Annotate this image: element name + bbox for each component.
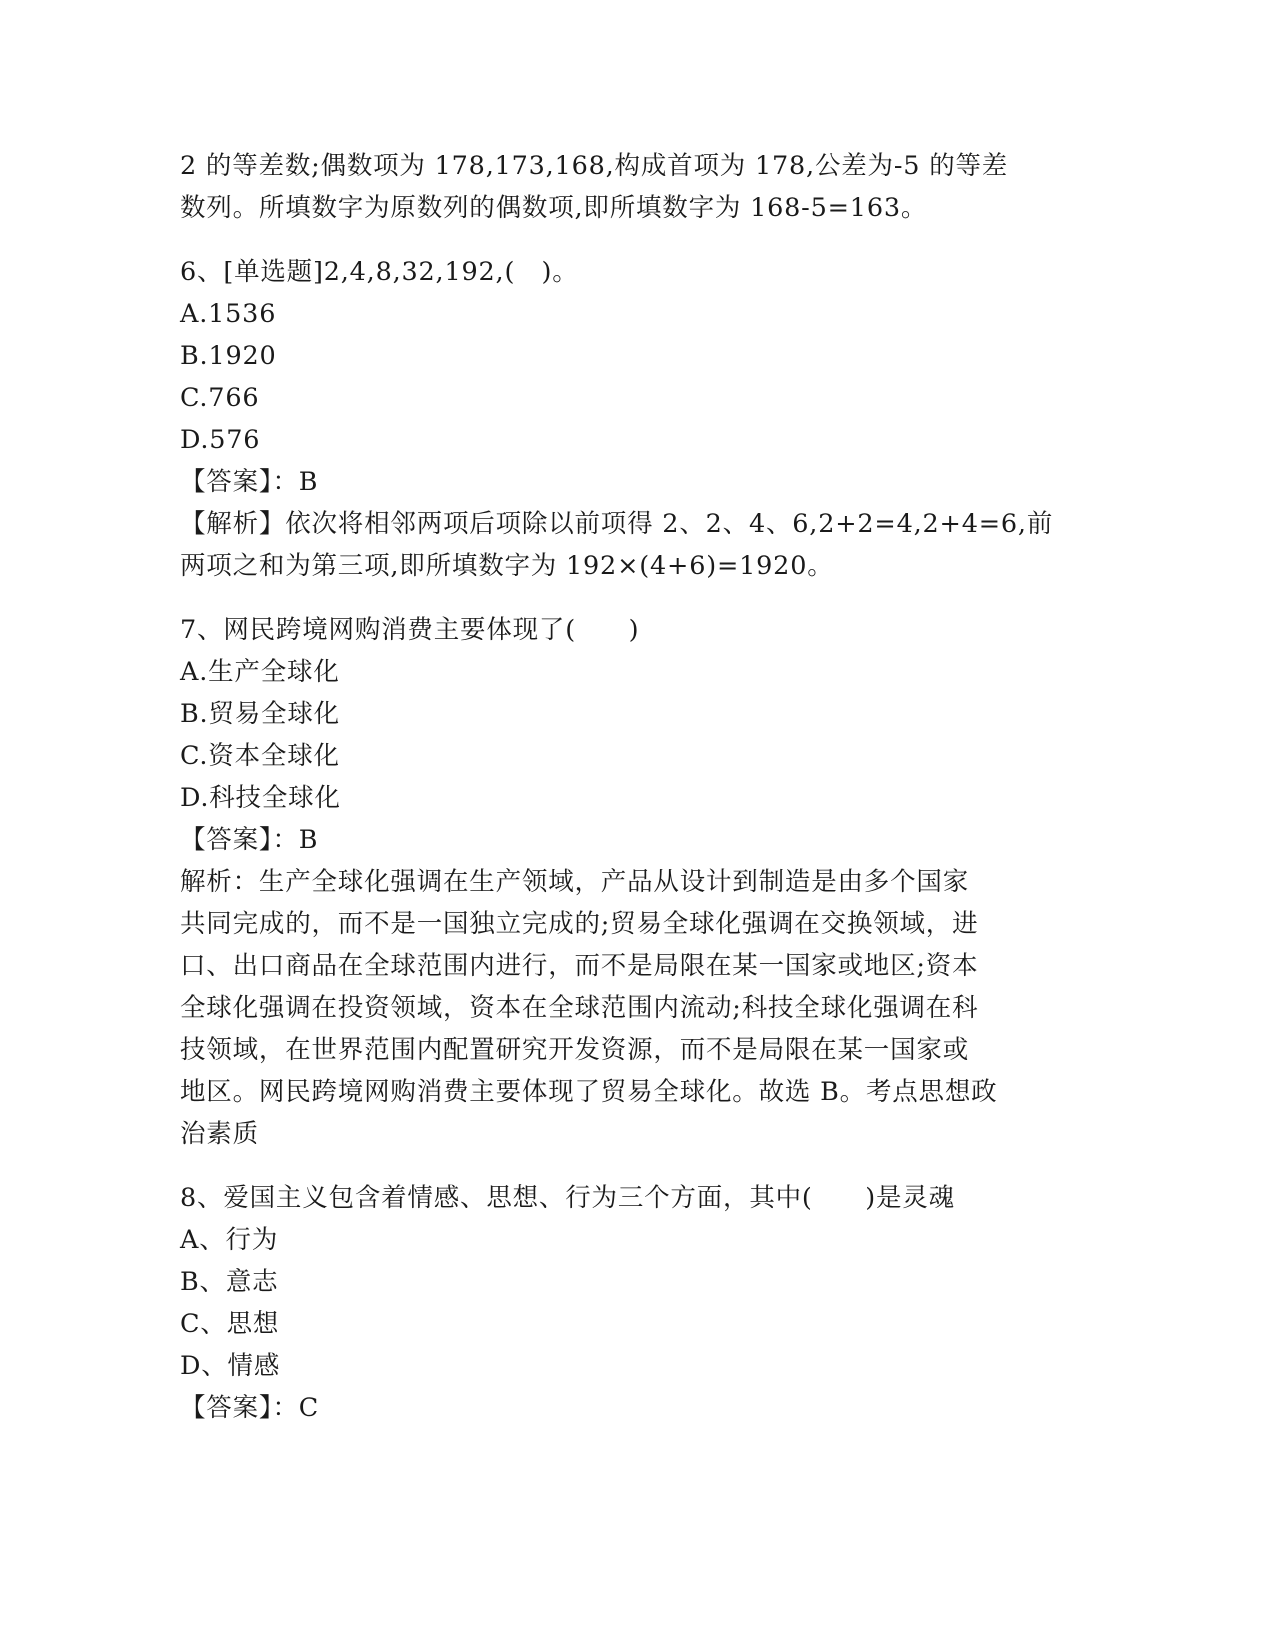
option-a: A.生产全球化 bbox=[180, 657, 340, 687]
explanation-line: 地区。网民跨境网购消费主要体现了贸易全球化。故选 B。考点思想政 bbox=[180, 1077, 998, 1107]
answer: 【答案】：B bbox=[180, 467, 319, 497]
document-page bbox=[180, 145, 1085, 1429]
option-b: B.1920 bbox=[180, 341, 277, 371]
question-8 bbox=[180, 1177, 1085, 1429]
option-c: C.766 bbox=[180, 383, 260, 413]
answer: 【答案】：C bbox=[180, 1393, 320, 1423]
option-c: C.资本全球化 bbox=[180, 741, 340, 771]
explanation-line: 共同完成的，而不是一国独立完成的;贸易全球化强调在交换领域，进 bbox=[180, 909, 979, 939]
option-b: B、意志 bbox=[180, 1267, 279, 1297]
explanation-line: 【解析】依次将相邻两项后项除以前项得 2、2、4、6,2+2=4,2+4=6,前 bbox=[180, 509, 1054, 539]
question-stem: 7、网民跨境网购消费主要体现了( ) bbox=[180, 615, 640, 645]
explanation-line: 治素质 bbox=[180, 1119, 259, 1149]
text-line: 数列。所填数字为原数列的偶数项,即所填数字为 168-5=163。 bbox=[180, 193, 928, 223]
explanation-line: 两项之和为第三项,即所填数字为 192×(4+6)=1920。 bbox=[180, 551, 834, 581]
explanation-line: 全球化强调在投资领域，资本在全球范围内流动;科技全球化强调在科 bbox=[180, 993, 979, 1023]
text-line: 2 的等差数;偶数项为 178,173,168,构成首项为 178,公差为-5 的等差 bbox=[180, 151, 1009, 181]
question-6 bbox=[180, 251, 1085, 587]
explanation-line: 口、出口商品在全球范围内进行，而不是局限在某一国家或地区;资本 bbox=[180, 951, 979, 981]
question-stem: 8、爱国主义包含着情感、思想、行为三个方面，其中( )是灵魂 bbox=[180, 1183, 955, 1213]
option-d: D.576 bbox=[180, 425, 261, 455]
question-7 bbox=[180, 609, 1085, 1155]
question-stem: 6、[单选题]2,4,8,32,192,( )。 bbox=[180, 257, 579, 287]
option-b: B.贸易全球化 bbox=[180, 699, 340, 729]
option-d: D.科技全球化 bbox=[180, 783, 341, 813]
answer: 【答案】：B bbox=[180, 825, 319, 855]
option-a: A、行为 bbox=[180, 1225, 279, 1255]
option-d: D、情感 bbox=[180, 1351, 281, 1381]
explanation-line: 技领域，在世界范围内配置研究开发资源，而不是局限在某一国家或 bbox=[180, 1035, 970, 1065]
explanation-line: 解析：生产全球化强调在生产领域，产品从设计到制造是由多个国家 bbox=[180, 867, 970, 897]
option-c: C、思想 bbox=[180, 1309, 280, 1339]
option-a: A.1536 bbox=[180, 299, 277, 329]
continuation-text bbox=[180, 145, 1085, 229]
